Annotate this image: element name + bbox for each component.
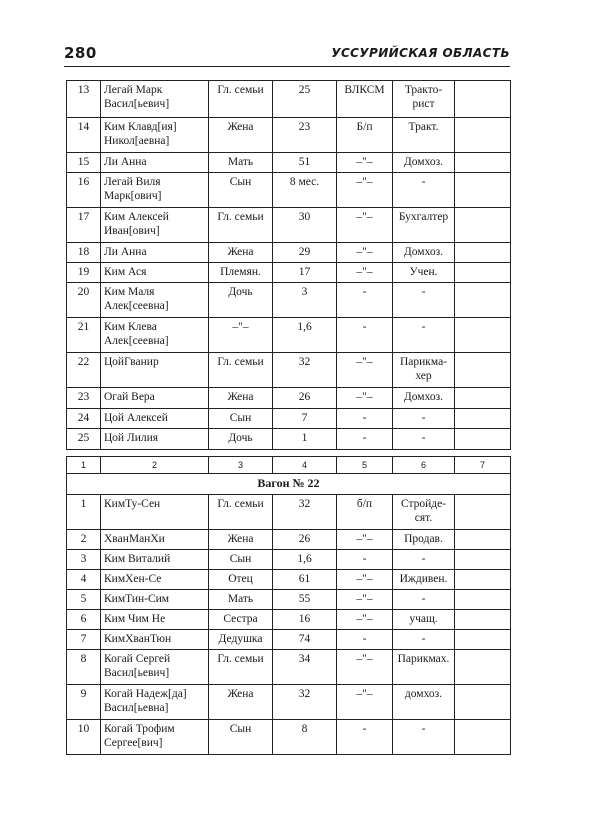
empty-cell <box>455 283 511 318</box>
row-number: 9 <box>67 685 101 720</box>
empty-cell <box>455 153 511 173</box>
person-name: ЦойГванир <box>101 353 209 388</box>
table-row <box>67 263 511 283</box>
age: 51 <box>273 153 337 173</box>
empty-cell <box>455 550 511 570</box>
person-name: Когай Трофим Сергее[вич] <box>101 720 209 755</box>
table-row <box>67 243 511 263</box>
family-role: –"– <box>209 318 273 353</box>
party-status: –"– <box>337 263 393 283</box>
age: 25 <box>273 81 337 118</box>
table-row <box>67 318 511 353</box>
wagon-heading-row <box>67 474 511 495</box>
age: 7 <box>273 409 337 429</box>
party-status: –"– <box>337 685 393 720</box>
occupation: домхоз. <box>393 685 455 720</box>
party-status: –"– <box>337 208 393 243</box>
row-number: 15 <box>67 153 101 173</box>
table-row <box>67 283 511 318</box>
row-number: 5 <box>67 590 101 610</box>
column-number: 6 <box>393 457 455 474</box>
empty-cell <box>455 650 511 685</box>
occupation: Домхоз. <box>393 243 455 263</box>
age: 8 мес. <box>273 173 337 208</box>
family-role: Гл. семьи <box>209 495 273 530</box>
age: 1,6 <box>273 550 337 570</box>
family-role: Сын <box>209 550 273 570</box>
age: 1 <box>273 429 337 450</box>
row-number: 25 <box>67 429 101 450</box>
age: 32 <box>273 685 337 720</box>
table-row <box>67 550 511 570</box>
occupation: Парикма- хер <box>393 353 455 388</box>
column-number-row <box>67 457 511 474</box>
occupation: Учен. <box>393 263 455 283</box>
table-row <box>67 409 511 429</box>
person-name: Ли Анна <box>101 153 209 173</box>
page-number: 280 <box>64 44 97 62</box>
party-status: - <box>337 550 393 570</box>
family-role: Сестра <box>209 610 273 630</box>
row-number: 14 <box>67 118 101 153</box>
party-status: –"– <box>337 570 393 590</box>
party-status: - <box>337 283 393 318</box>
empty-cell <box>455 685 511 720</box>
table-row <box>67 429 511 450</box>
family-role: Гл. семьи <box>209 650 273 685</box>
occupation: - <box>393 590 455 610</box>
empty-cell <box>455 173 511 208</box>
person-name: Ким Алексей Иван[ович] <box>101 208 209 243</box>
family-role: Сын <box>209 173 273 208</box>
occupation: Стройде- сят. <box>393 495 455 530</box>
age: 26 <box>273 530 337 550</box>
family-role: Племян. <box>209 263 273 283</box>
row-number: 6 <box>67 610 101 630</box>
person-name: Цой Алексей <box>101 409 209 429</box>
occupation: - <box>393 173 455 208</box>
row-number: 16 <box>67 173 101 208</box>
person-name: Ли Анна <box>101 243 209 263</box>
wagon-22-table <box>66 456 511 755</box>
table-row <box>67 208 511 243</box>
family-role: Жена <box>209 243 273 263</box>
person-name: Легай Виля Марк[ович] <box>101 173 209 208</box>
party-status: - <box>337 318 393 353</box>
table-row <box>67 495 511 530</box>
occupation: Иждивен. <box>393 570 455 590</box>
occupation: - <box>393 550 455 570</box>
row-number: 20 <box>67 283 101 318</box>
row-number: 13 <box>67 81 101 118</box>
family-role: Дочь <box>209 283 273 318</box>
table-row <box>67 610 511 630</box>
column-number: 2 <box>101 457 209 474</box>
person-name: Когай Надеж[да] Васил[ьевна] <box>101 685 209 720</box>
occupation: Продав. <box>393 530 455 550</box>
column-number: 5 <box>337 457 393 474</box>
family-role: Жена <box>209 118 273 153</box>
empty-cell <box>455 243 511 263</box>
age: 34 <box>273 650 337 685</box>
family-role: Сын <box>209 720 273 755</box>
table-row <box>67 590 511 610</box>
family-role: Отец <box>209 570 273 590</box>
party-status: б/п <box>337 495 393 530</box>
row-number: 1 <box>67 495 101 530</box>
row-number: 8 <box>67 650 101 685</box>
age: 23 <box>273 118 337 153</box>
age: 1,6 <box>273 318 337 353</box>
table-row <box>67 650 511 685</box>
party-status: - <box>337 409 393 429</box>
empty-cell <box>455 570 511 590</box>
table-row <box>67 720 511 755</box>
party-status: –"– <box>337 590 393 610</box>
empty-cell <box>455 263 511 283</box>
party-status: –"– <box>337 388 393 409</box>
row-number: 3 <box>67 550 101 570</box>
person-name: Ким Клавд[ия] Никол[аевна] <box>101 118 209 153</box>
wagon-title: Вагон № 22 <box>67 474 511 495</box>
empty-cell <box>455 429 511 450</box>
person-name: Ким Клева Алек[сеевна] <box>101 318 209 353</box>
person-name: Легай Марк Васил[ьевич] <box>101 81 209 118</box>
party-status: –"– <box>337 243 393 263</box>
family-role: Мать <box>209 590 273 610</box>
row-number: 24 <box>67 409 101 429</box>
family-role: Дочь <box>209 429 273 450</box>
occupation: Парикмах. <box>393 650 455 685</box>
party-status: –"– <box>337 173 393 208</box>
occupation: - <box>393 720 455 755</box>
person-name: Цой Лилия <box>101 429 209 450</box>
occupation: Тракто- рист <box>393 81 455 118</box>
age: 30 <box>273 208 337 243</box>
party-status: –"– <box>337 610 393 630</box>
family-role: Гл. семьи <box>209 353 273 388</box>
column-number: 1 <box>67 457 101 474</box>
age: 17 <box>273 263 337 283</box>
empty-cell <box>455 353 511 388</box>
table-row <box>67 81 511 118</box>
person-name: КимТу-Сен <box>101 495 209 530</box>
column-number: 7 <box>455 457 511 474</box>
person-name: КимТин-Сим <box>101 590 209 610</box>
table-row <box>67 570 511 590</box>
age: 74 <box>273 630 337 650</box>
running-title: УССУРИЙСКАЯ ОБЛАСТЬ <box>331 46 510 60</box>
family-role: Гл. семьи <box>209 81 273 118</box>
party-status: - <box>337 630 393 650</box>
family-role: Жена <box>209 388 273 409</box>
age: 8 <box>273 720 337 755</box>
party-status: - <box>337 720 393 755</box>
empty-cell <box>455 318 511 353</box>
empty-cell <box>455 495 511 530</box>
row-number: 17 <box>67 208 101 243</box>
table-row <box>67 685 511 720</box>
empty-cell <box>455 530 511 550</box>
occupation: - <box>393 409 455 429</box>
row-number: 18 <box>67 243 101 263</box>
occupation: - <box>393 283 455 318</box>
party-status: –"– <box>337 353 393 388</box>
occupation: учащ. <box>393 610 455 630</box>
empty-cell <box>455 118 511 153</box>
party-status: –"– <box>337 530 393 550</box>
person-name: Ким Чим Не <box>101 610 209 630</box>
family-role: Гл. семьи <box>209 208 273 243</box>
age: 55 <box>273 590 337 610</box>
family-role: Жена <box>209 530 273 550</box>
occupation: - <box>393 318 455 353</box>
occupation: Тракт. <box>393 118 455 153</box>
row-number: 22 <box>67 353 101 388</box>
page-header <box>64 44 510 67</box>
table-row <box>67 153 511 173</box>
occupation: Бухгалтер <box>393 208 455 243</box>
person-name: Ким Виталий <box>101 550 209 570</box>
table-row <box>67 173 511 208</box>
row-number: 4 <box>67 570 101 590</box>
empty-cell <box>455 720 511 755</box>
empty-cell <box>455 208 511 243</box>
table-row <box>67 353 511 388</box>
age: 3 <box>273 283 337 318</box>
person-name: ХванМанХи <box>101 530 209 550</box>
empty-cell <box>455 610 511 630</box>
empty-cell <box>455 81 511 118</box>
age: 32 <box>273 495 337 530</box>
empty-cell <box>455 630 511 650</box>
party-status: –"– <box>337 650 393 685</box>
family-role: Мать <box>209 153 273 173</box>
table-row <box>67 630 511 650</box>
table-row <box>67 388 511 409</box>
row-number: 23 <box>67 388 101 409</box>
party-status: - <box>337 429 393 450</box>
person-name: КимХен-Се <box>101 570 209 590</box>
occupation: Домхоз. <box>393 153 455 173</box>
family-role: Дедушка <box>209 630 273 650</box>
party-status: ВЛКСМ <box>337 81 393 118</box>
empty-cell <box>455 388 511 409</box>
passenger-table-continued <box>66 80 511 450</box>
row-number: 2 <box>67 530 101 550</box>
person-name: Огай Вера <box>101 388 209 409</box>
table-row <box>67 530 511 550</box>
occupation: Домхоз. <box>393 388 455 409</box>
person-name: Ким Ася <box>101 263 209 283</box>
age: 16 <box>273 610 337 630</box>
empty-cell <box>455 590 511 610</box>
person-name: Ким Маля Алек[сеевна] <box>101 283 209 318</box>
row-number: 10 <box>67 720 101 755</box>
party-status: –"– <box>337 153 393 173</box>
row-number: 21 <box>67 318 101 353</box>
empty-cell <box>455 409 511 429</box>
table-row <box>67 118 511 153</box>
person-name: Когай Сергей Васил[ьевич] <box>101 650 209 685</box>
row-number: 7 <box>67 630 101 650</box>
occupation: - <box>393 630 455 650</box>
column-number: 4 <box>273 457 337 474</box>
family-role: Жена <box>209 685 273 720</box>
age: 29 <box>273 243 337 263</box>
occupation: - <box>393 429 455 450</box>
age: 61 <box>273 570 337 590</box>
row-number: 19 <box>67 263 101 283</box>
party-status: Б/п <box>337 118 393 153</box>
age: 26 <box>273 388 337 409</box>
family-role: Сын <box>209 409 273 429</box>
age: 32 <box>273 353 337 388</box>
column-number: 3 <box>209 457 273 474</box>
person-name: КимХванТюн <box>101 630 209 650</box>
